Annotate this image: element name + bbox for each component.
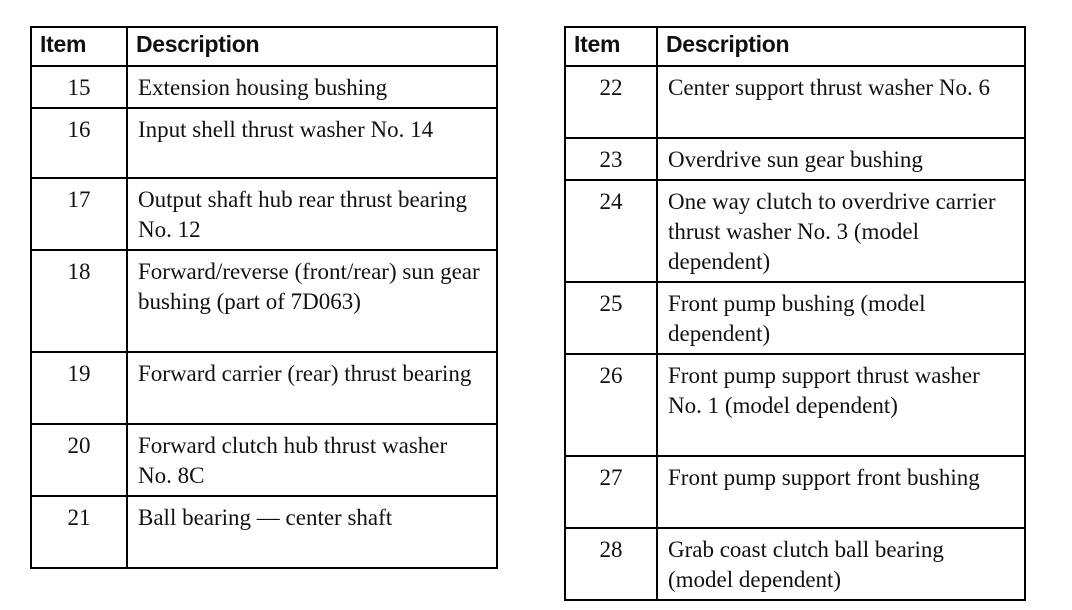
item-number: 26 [565,354,657,456]
item-description: Forward/reverse (front/rear) sun gear bushing (part of 7D063) [127,250,497,352]
table-row [31,108,497,178]
item-column-header: Item [565,27,657,66]
table-row [565,354,1025,456]
parts-table-right [564,26,1026,601]
item-description: Forward clutch hub thrust washer No. 8C [127,424,497,496]
description-column-header: Description [127,27,497,66]
parts-table-left [30,26,498,569]
item-description: Forward carrier (rear) thrust bearing [127,352,497,424]
item-description: Front pump support front bushing [657,456,1025,528]
item-description: Grab coast clutch ball bearing (model dependent) [657,528,1025,600]
table-row [565,66,1025,138]
table-header-row [565,27,1025,66]
table-row [31,352,497,424]
table-row [565,528,1025,600]
table-row [31,424,497,496]
item-description: Front pump support thrust washer No. 1 (model dependent) [657,354,1025,456]
item-number: 23 [565,138,657,180]
table-row [31,178,497,250]
description-column-header: Description [657,27,1025,66]
table-row [565,138,1025,180]
item-description: Ball bearing — center shaft [127,496,497,568]
table-header-row [31,27,497,66]
item-description: Input shell thrust washer No. 14 [127,108,497,178]
item-number: 24 [565,180,657,282]
item-number: 22 [565,66,657,138]
table-row [565,282,1025,354]
table-row [31,250,497,352]
item-number: 20 [31,424,127,496]
item-number: 16 [31,108,127,178]
item-number: 18 [31,250,127,352]
table-row [31,496,497,568]
item-number: 19 [31,352,127,424]
table-row [31,66,497,108]
table-row [565,180,1025,282]
item-description: One way clutch to overdrive carrier thrust washer No. 3 (model dependent) [657,180,1025,282]
item-number: 15 [31,66,127,108]
item-description: Center support thrust washer No. 6 [657,66,1025,138]
item-description: Extension housing bushing [127,66,497,108]
item-number: 27 [565,456,657,528]
item-number: 28 [565,528,657,600]
item-description: Front pump bushing (model dependent) [657,282,1025,354]
item-number: 25 [565,282,657,354]
item-description: Overdrive sun gear bushing [657,138,1025,180]
item-number: 17 [31,178,127,250]
table-row [565,456,1025,528]
item-number: 21 [31,496,127,568]
item-description: Output shaft hub rear thrust bearing No. 12 [127,178,497,250]
item-column-header: Item [31,27,127,66]
